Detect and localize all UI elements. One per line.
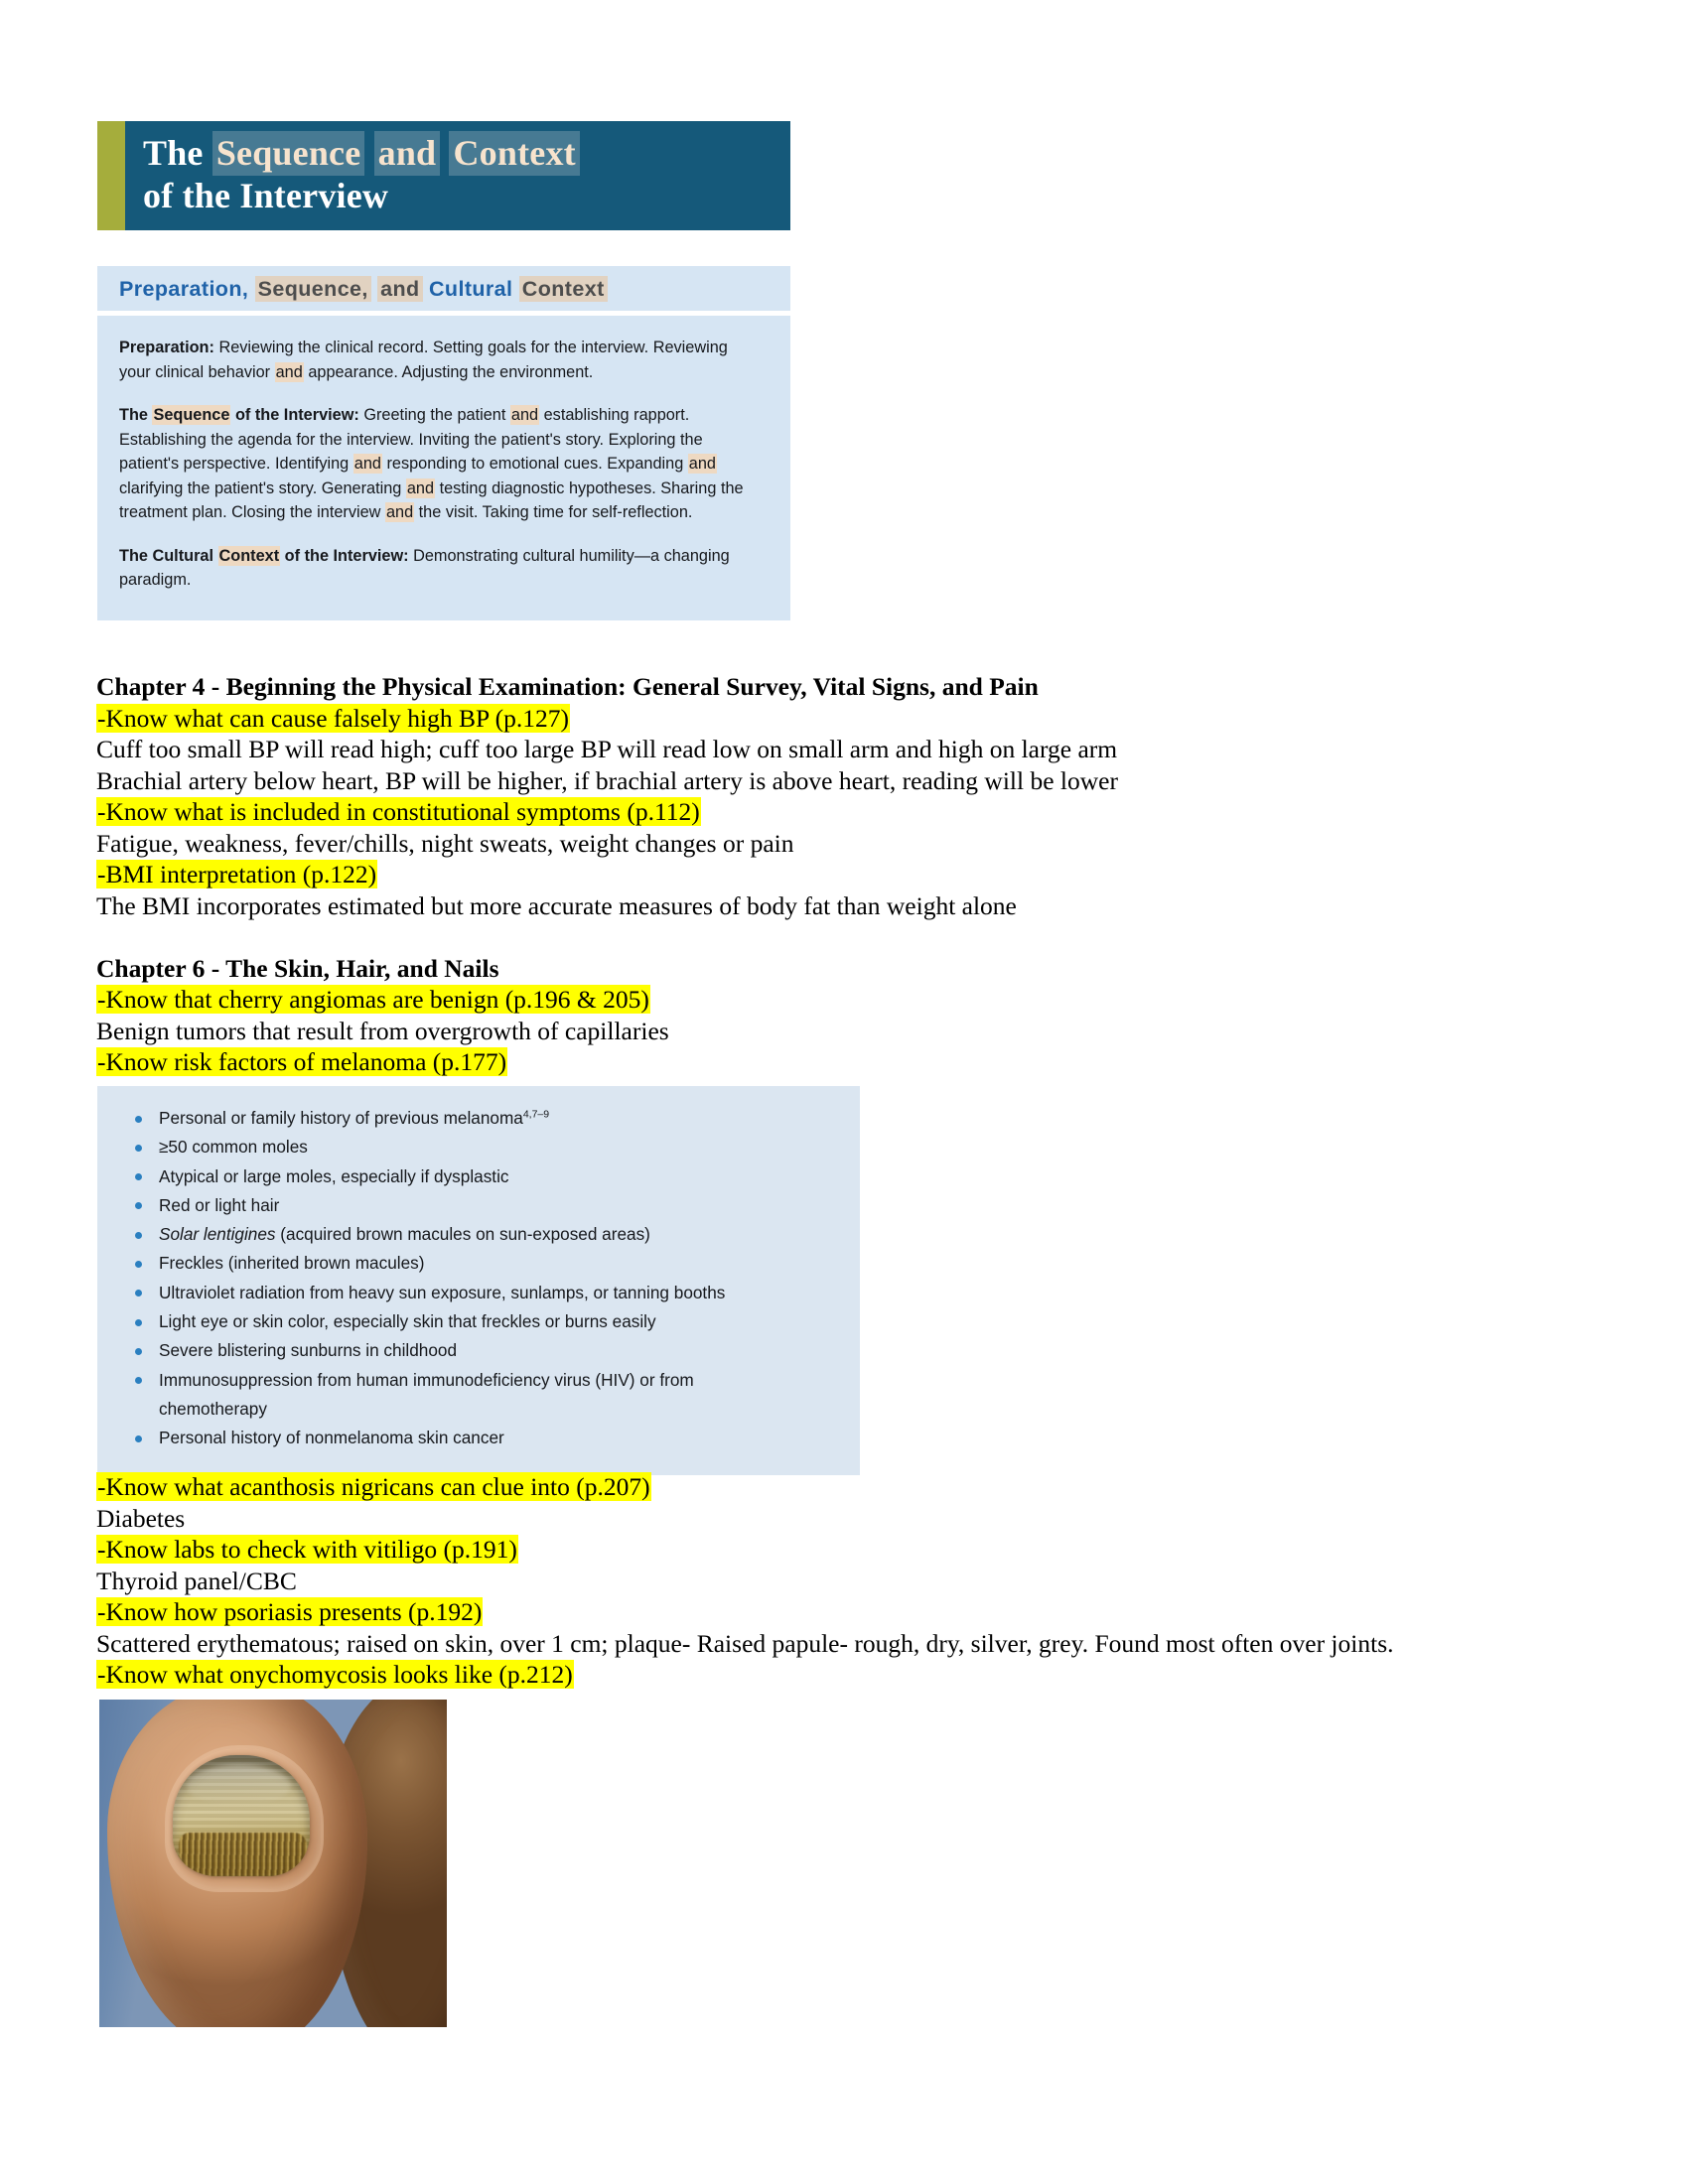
banner-word: of the Interview — [143, 176, 389, 215]
highlighted-note-line — [96, 703, 1606, 735]
summary-heading-word: and — [377, 276, 422, 302]
summary-heading-word: Sequence, — [255, 276, 371, 302]
banner-word — [364, 133, 373, 173]
nail-fold — [165, 1745, 324, 1892]
risk-factor-item: Red or light hair — [97, 1191, 860, 1220]
photo-content — [99, 1700, 447, 2027]
risk-factor-item: ≥50 common moles — [97, 1133, 860, 1161]
risk-factor-item: Immunosuppression from human immunodeficiency virus (HIV) or from — [97, 1366, 860, 1395]
melanoma-risk-factors-box — [97, 1086, 860, 1475]
summary-highlight-word: and — [275, 362, 303, 381]
yellow-highlight: -Know that cherry angiomas are benign (p.196 & 205) — [97, 985, 649, 1014]
note-line: Cuff too small BP will read high; cuff too large BP will read low on small arm and high on large arm — [96, 735, 1118, 763]
summary-highlight-word: and — [406, 478, 435, 497]
risk-factor-item: Severe blistering sunburns in childhood — [97, 1336, 860, 1365]
summary-highlight-word: Sequence — [153, 406, 230, 424]
chapter-title-banner — [97, 121, 790, 230]
summary-highlight-word: and — [688, 455, 716, 473]
yellow-highlight: -Know what is included in constitutional symptoms (p.112) — [97, 797, 700, 826]
summary-heading-word: Context — [519, 276, 608, 302]
risk-factor-item: Personal history of nonmelanoma skin cancer — [97, 1424, 860, 1452]
note-line: Scattered erythematous; raised on skin, over 1 cm; plaque- Raised papule- rough, dry, silver, grey. Found most often over joints. — [96, 1628, 1394, 1658]
risk-factor-item-continuation: chemotherapy — [159, 1398, 267, 1419]
yellow-highlight: -Know what can cause falsely high BP (p.127) — [97, 703, 569, 733]
note-line: Benign tumors that result from overgrowth of capillaries — [96, 1016, 669, 1045]
summary-box-heading — [119, 277, 790, 301]
summary-highlight-word: and — [510, 406, 539, 424]
risk-factor-italic-term: Solar lentigines — [159, 1224, 276, 1245]
note-line: Brachial artery below heart, BP will be higher, if brachial artery is above heart, reading will be lower — [96, 765, 1118, 795]
risk-factor-item: Personal or family history of previous melanoma$^{4,7-9}$ — [97, 1104, 860, 1133]
summary-paragraph-lead: The Sequence of the Interview: — [119, 406, 359, 424]
chapter-6-heading: Chapter 6 - The Skin, Hair, and Nails — [96, 953, 499, 983]
risk-factor-item: Light eye or skin color, especially skin that freckles or burns easily — [97, 1307, 860, 1336]
summary-heading-word: Cultural — [428, 277, 513, 301]
note-line: Fatigue, weakness, fever/chills, night sweats, weight changes or pain — [96, 828, 794, 858]
chapter-4-heading: Chapter 4 - Beginning the Physical Examination: General Survey, Vital Signs, and Pain — [96, 672, 1039, 701]
banner-title-line-1 — [143, 132, 790, 175]
summary-paragraph: The Cultural Context of the Interview: Demonstrating cultural humility—a changing paradigm. — [119, 546, 730, 589]
onychomycosis-photo — [99, 1700, 447, 2027]
banner-highlight-word: Sequence — [212, 131, 365, 176]
banner-body — [125, 121, 790, 230]
yellow-highlight: -Know what onychomycosis looks like (p.212) — [97, 1660, 573, 1689]
highlighted-note-line — [96, 1596, 1645, 1628]
highlighted-note-line — [96, 859, 1606, 890]
summary-paragraph: Preparation: Reviewing the clinical record. Setting goals for the interview. Reviewing your clinical behavior and appearance. Adjusting the environment. — [119, 339, 728, 381]
banner-title-line-2 — [143, 175, 790, 217]
summary-box-header — [97, 266, 790, 311]
highlighted-note-line — [96, 984, 1606, 1016]
melanoma-risk-factor-list — [97, 1104, 860, 1453]
citation-superscript: 4,7–9 — [522, 1108, 550, 1121]
note-line: The BMI incorporates estimated but more accurate measures of body fat than weight alone — [96, 890, 1017, 920]
yellow-highlight: -Know how psoriasis presents (p.192) — [97, 1597, 483, 1626]
highlighted-note-line — [96, 1659, 1645, 1691]
yellow-highlight: -Know what acanthosis nigricans can clue into (p.207) — [97, 1472, 650, 1501]
risk-factor-item: Atypical or large moles, especially if dysplastic — [97, 1162, 860, 1191]
yellow-highlight: -BMI interpretation (p.122) — [97, 860, 377, 888]
risk-factor-item: Solar lentigines (acquired brown macules on sun-exposed areas) — [97, 1220, 860, 1249]
banner-word: The — [143, 133, 212, 173]
risk-factor-item: Freckles (inherited brown macules) — [97, 1249, 860, 1278]
highlighted-note-line — [96, 796, 1606, 828]
yellow-highlight: -Know risk factors of melanoma (p.177) — [97, 1047, 507, 1076]
highlighted-note-line — [96, 1471, 1645, 1503]
summary-paragraph: The Sequence of the Interview: Greeting the patient and establishing rapport. Establishing the agenda for the interview. Inviting the patient's story. Exploring the patient's perspective. Identifying and responding to emotional cues. Expanding and clarifying the patient's story. Generating and testing diagnostic hypotheses. Sharing the treatment plan. Closing the interview and the visit. Taking time for self-reflection. — [119, 406, 744, 521]
summary-highlight-word: Context — [218, 546, 280, 565]
risk-factor-item: Ultraviolet radiation from heavy sun exposure, sunlamps, or tanning booths — [97, 1279, 860, 1307]
summary-highlight-word: and — [385, 503, 414, 521]
summary-paragraph-lead: Preparation: — [119, 339, 214, 356]
summary-paragraph-lead: The Cultural Context of the Interview: — [119, 546, 409, 565]
note-line: Diabetes — [96, 1503, 186, 1533]
notes-section-lower — [96, 1471, 1645, 1691]
banner-highlight-word: and — [374, 131, 441, 176]
yellow-highlight: -Know labs to check with vitiligo (p.191) — [97, 1535, 517, 1564]
banner-highlight-word: Context — [449, 131, 579, 176]
summary-box-body — [97, 316, 790, 620]
banner-accent-stripe — [97, 121, 125, 230]
blank-line — [96, 921, 1606, 953]
note-line: Thyroid panel/CBC — [96, 1566, 297, 1595]
highlighted-note-line — [96, 1046, 1606, 1078]
notes-section-upper — [96, 671, 1606, 1078]
summary-highlight-word: and — [353, 455, 381, 473]
summary-heading-word: Preparation, — [119, 277, 249, 301]
summary-box — [97, 266, 790, 620]
highlighted-note-line — [96, 1534, 1645, 1566]
great-toe — [107, 1700, 367, 2027]
